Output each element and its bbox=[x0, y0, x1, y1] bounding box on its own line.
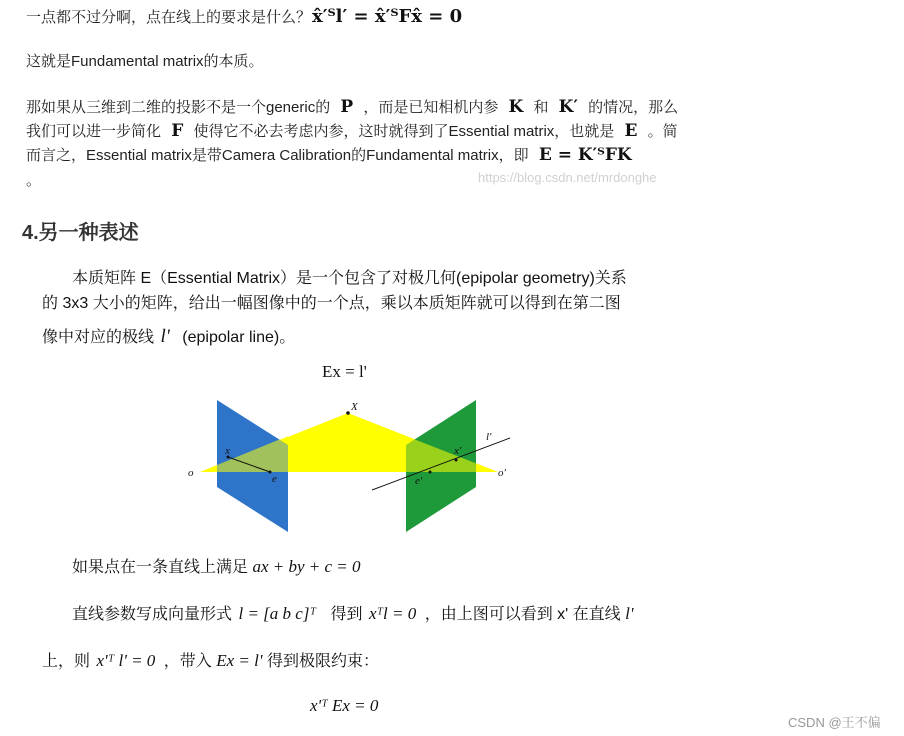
scan-para-line-3 bbox=[42, 326, 295, 349]
label-o-right: o' bbox=[498, 467, 506, 479]
equation-xpl: x'ᵀ l' = 0 bbox=[96, 651, 156, 670]
watermark-url: https://blog.csdn.net/mrdonghe bbox=[478, 170, 657, 185]
symbol-e: E bbox=[624, 121, 638, 141]
scan-para-line-3-text-a: 像中对应的极线 bbox=[42, 329, 155, 346]
label-x: X bbox=[351, 401, 358, 413]
constraint-line bbox=[42, 650, 379, 673]
essential-line-2-text-b: 使得它不必去考虑内参，这时就得到了Essential matrix，也就是 bbox=[193, 123, 615, 140]
label-x-right: x' bbox=[454, 445, 462, 457]
essential-line-2-text-a: 我们可以进一步简化 bbox=[26, 123, 162, 140]
label-o-left: o bbox=[188, 467, 194, 479]
symbol-l-prime: l' bbox=[160, 326, 170, 347]
intro-equation: x̂′ᵀl′ = x̂′ᵀFx̂ = 0 bbox=[312, 6, 463, 27]
equation-line: ax + by + c = 0 bbox=[252, 557, 361, 576]
essential-line-1-text-b: ，而是已知相机内参 bbox=[363, 99, 499, 116]
point-x bbox=[346, 411, 350, 415]
line-condition-text: 如果点在一条直线上满足 bbox=[72, 559, 249, 576]
symbol-p: P bbox=[340, 97, 354, 117]
figure-caption: Ex = l' bbox=[322, 362, 367, 381]
symbol-f: F bbox=[171, 121, 184, 141]
constraint-text-c: 得到极限约束： bbox=[266, 653, 379, 670]
point-e-right bbox=[429, 471, 432, 474]
line-params-text-c: ，由上图可以看到 x' 在直线 bbox=[424, 606, 621, 623]
equation-vector: l = [a b c]ᵀ bbox=[238, 604, 317, 623]
line-params-text-a: 直线参数写成向量形式 bbox=[72, 606, 233, 623]
essential-line-1-text-a: 那如果从三维到二维的投影不是一个generic的 bbox=[26, 99, 331, 116]
essential-line-1 bbox=[26, 97, 678, 118]
symbol-k: K bbox=[508, 97, 524, 117]
essential-line-2 bbox=[26, 121, 678, 142]
epipolar-figure bbox=[180, 390, 520, 540]
equation-xtl: xᵀl = 0 bbox=[368, 604, 417, 623]
essential-line-4: 。 bbox=[26, 172, 42, 189]
label-e-left: e bbox=[272, 473, 277, 485]
essential-line-3-text: 而言之，Essential matrix是带Camera Calibration的Fundamental matrix，即 bbox=[26, 147, 529, 164]
essential-formula: E = K′ᵀFK bbox=[538, 145, 632, 165]
label-x-left: x bbox=[225, 445, 230, 457]
essential-line-1-text-d: 的情况，那么 bbox=[588, 99, 679, 116]
constraint-text-a: 上，则 bbox=[42, 653, 91, 670]
fundamental-paragraph: 这就是Fundamental matrix的本质。 bbox=[26, 53, 264, 70]
point-x-right bbox=[455, 459, 458, 462]
intro-question: 一点都不过分啊，点在线上的要求是什么？ bbox=[26, 9, 312, 26]
constraint-text-b: ，带入 bbox=[163, 653, 212, 670]
essential-line-2-text-c: 。简 bbox=[647, 123, 678, 140]
essential-line-1-text-c: 和 bbox=[533, 99, 549, 116]
final-equation: x'ᵀ Ex = 0 bbox=[310, 696, 379, 715]
equation-ex: Ex = l' bbox=[216, 651, 263, 670]
symbol-l-prime-2: l' bbox=[625, 604, 634, 623]
line-params bbox=[72, 603, 633, 626]
scan-para-line-3-text-b: (epipolar line)。 bbox=[182, 329, 296, 346]
line-params-text-b: 得到 bbox=[330, 606, 363, 623]
label-l-right: l' bbox=[486, 431, 492, 443]
scan-para-line-2: 的 3x3 大小的矩阵，给出一幅图像中的一个点，乘以本质矩阵就可以得到在第二图 bbox=[42, 295, 621, 312]
symbol-k-prime: K′ bbox=[558, 97, 578, 117]
csdn-credit: CSDN @王不偏 bbox=[788, 715, 881, 730]
line-condition bbox=[72, 556, 361, 579]
scan-para-line-1: 本质矩阵 E（Essential Matrix）是一个包含了对极几何(epipolar geometry)关系 bbox=[72, 270, 627, 287]
essential-line-3 bbox=[26, 145, 632, 166]
section-heading: 4.另一种表述 bbox=[22, 222, 139, 244]
label-e-right: e' bbox=[415, 475, 423, 487]
